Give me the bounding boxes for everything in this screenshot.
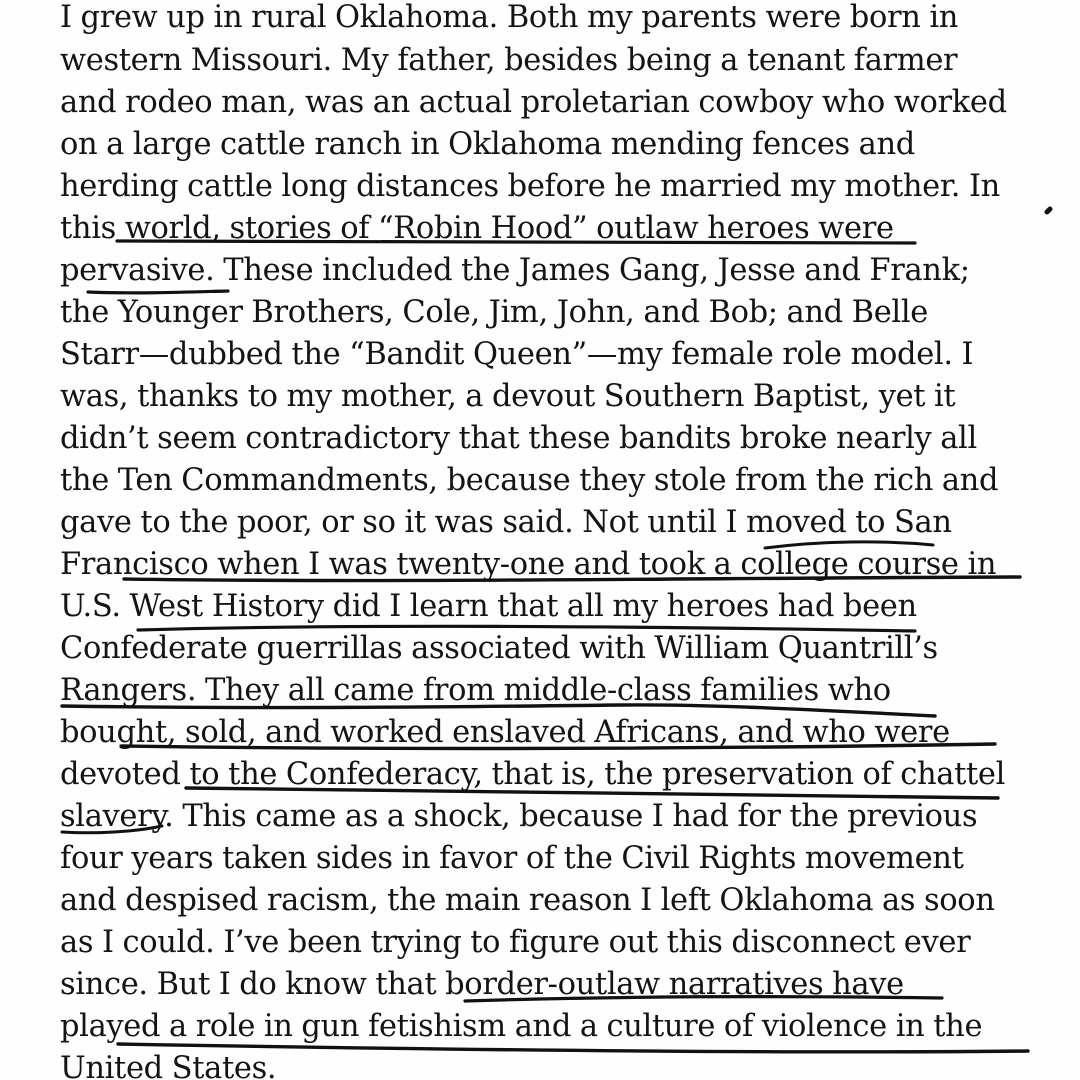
text-line-14: Francisco when I was twenty-one and took a college course in (60, 547, 997, 582)
text-line-11: didn’t seem contradictory that these bandits broke nearly all (60, 421, 977, 456)
text-line-16: Confederate guerrillas associated with William Quantrill’s (60, 631, 938, 666)
text-line-25: played a role in gun fetishism and a culture of violence in the (60, 1009, 983, 1044)
text-line-17: Rangers. They all came from middle-class families who (60, 673, 891, 708)
text-line-8: the Younger Brothers, Cole, Jim, John, and Bob; and Belle (60, 295, 928, 330)
text-line-22: and despised racism, the main reason I left Oklahoma as soon (60, 883, 995, 918)
text-line-13: gave to the poor, or so it was said. Not until I moved to San (60, 505, 952, 540)
ink-dot (1047, 209, 1050, 212)
text-line-9: Starr—dubbed the “Bandit Queen”—my female role model. I (60, 337, 974, 372)
text-line-15: U.S. West History did I learn that all my heroes had been (60, 589, 917, 624)
text-line-10: was, thanks to my mother, a devout Southern Baptist, yet it (60, 379, 956, 414)
text-line-7: pervasive. These included the James Gang, Jesse and Frank; (60, 253, 970, 288)
text-line-6: this world, stories of “Robin Hood” outlaw heroes were (60, 211, 894, 246)
text-line-21: four years taken sides in favor of the Civil Rights movement (60, 841, 964, 876)
text-line-19: devoted to the Confederacy, that is, the preservation of chattel (60, 757, 1006, 792)
text-line-24: since. But I do know that border-outlaw narratives have (60, 967, 904, 1002)
text-line-26: United States. (60, 1051, 277, 1080)
text-line-5: herding cattle long distances before he married my mother. In (60, 169, 1000, 204)
text-line-18: bought, sold, and worked enslaved Africans, and who were (60, 715, 950, 750)
text-line-2: western Missouri. My father, besides being a tenant farmer (60, 43, 958, 78)
text-line-3: and rodeo man, was an actual proletarian cowboy who worked (60, 85, 1007, 120)
text-line-4: on a large cattle ranch in Oklahoma mending fences and (60, 127, 915, 162)
text-line-12: the Ten Commandments, because they stole from the rich and (60, 463, 999, 498)
text-line-1: I grew up in rural Oklahoma. Both my parents were born in (60, 0, 959, 35)
text-line-23: as I could. I’ve been trying to figure out this disconnect ever (60, 925, 971, 960)
text-line-20: slavery. This came as a shock, because I had for the previous (60, 799, 978, 834)
